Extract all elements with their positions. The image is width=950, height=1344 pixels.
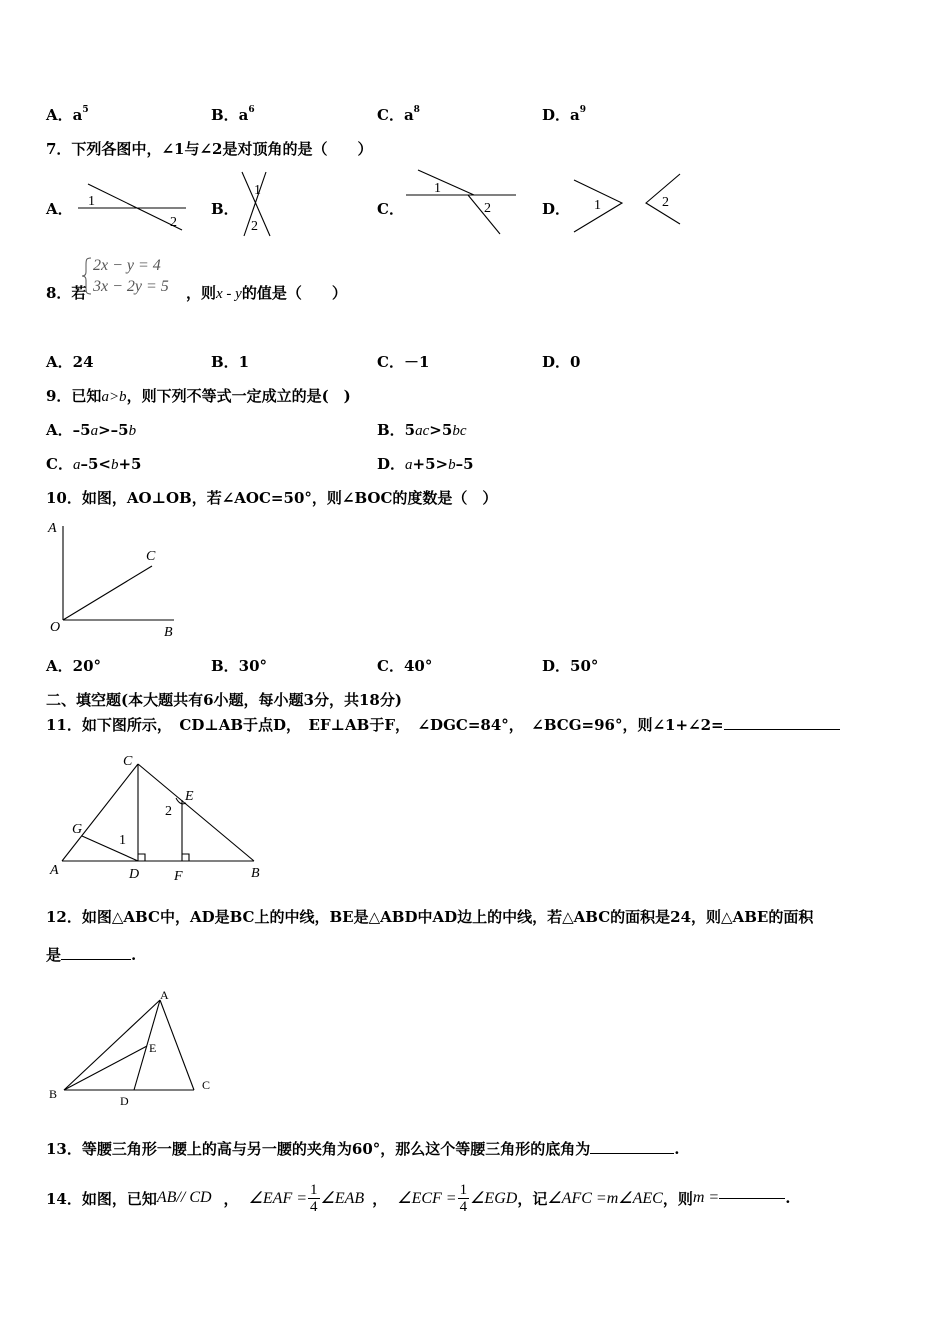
q10-stem: 10．如图，AO⊥OB，若∠AOC=50°，则∠BOC的度数是（ ） bbox=[46, 489, 498, 507]
segment-ac bbox=[62, 764, 138, 861]
q13-stem: 13．等腰三角形一腰上的高与另一腰的夹角为60°，那么这个等腰三角形的底角为 . bbox=[46, 1140, 680, 1158]
q10-figure bbox=[44, 516, 184, 640]
angle-2-label: 2 bbox=[484, 201, 491, 216]
point-d-label: D bbox=[120, 1094, 129, 1108]
point-a-label: A bbox=[48, 521, 57, 536]
segment-be bbox=[64, 1046, 147, 1090]
answer-blank bbox=[590, 1153, 674, 1154]
q8-option-a: A．24 bbox=[46, 353, 94, 371]
q12-figure bbox=[44, 986, 224, 1108]
point-g-label: G bbox=[72, 822, 83, 837]
q10-option-b: B．30° bbox=[211, 657, 268, 675]
q6-option-c: C．$a^8$ bbox=[377, 105, 420, 124]
q7-option-a: A． bbox=[46, 200, 73, 218]
q7-stem: 7．下列各图中，∠1与∠2是对顶角的是（ ） bbox=[46, 140, 373, 158]
q7-figure-a bbox=[74, 180, 194, 232]
point-c-label: C bbox=[146, 549, 156, 564]
equation-1: 2x − y = 4 bbox=[93, 257, 161, 274]
q10-option-c: C．40° bbox=[377, 657, 433, 675]
q10-option-d: D．50° bbox=[542, 657, 599, 675]
angle-1-label: 1 bbox=[594, 198, 601, 213]
answer-blank bbox=[719, 1198, 785, 1199]
q6-option-b: B．$a^6$ bbox=[211, 105, 255, 124]
point-b-label: B bbox=[49, 1087, 58, 1101]
q9-stem: 9．已知a>b，则下列不等式一定成立的是( ) bbox=[46, 387, 351, 405]
point-d-label: D bbox=[129, 867, 140, 882]
q8-stem: ，则x - y的值是（ ） bbox=[186, 284, 347, 302]
q7-figure-c bbox=[404, 168, 520, 238]
right-angle-mark bbox=[182, 854, 189, 861]
angle-2-label: 2 bbox=[170, 215, 177, 230]
q9-option-a: A．–5a>–5b bbox=[46, 421, 137, 439]
q6-option-d: D．$a^9$ bbox=[542, 105, 586, 124]
fraction-one-quarter: $\frac{1}{4}$ bbox=[459, 1181, 468, 1215]
q7-option-d: D． bbox=[542, 200, 571, 218]
angle-1-label: 1 bbox=[88, 194, 95, 209]
q11-figure bbox=[44, 748, 274, 884]
angle-1-label: 1 bbox=[254, 183, 261, 198]
q9-option-b: B．5ac>5bc bbox=[377, 421, 467, 439]
segment-ab bbox=[64, 1000, 160, 1090]
q9-option-d: D．a+5>b–5 bbox=[377, 455, 474, 473]
q12-stem-line1: 12．如图△ABC中，AD是BC上的中线，BE是△ABD中AD边上的中线，若△ABC的面积是24，则△ABE的面积 bbox=[46, 908, 814, 926]
point-c-label: C bbox=[202, 1078, 211, 1092]
q9-option-c: C．a–5<b+5 bbox=[46, 455, 142, 473]
angle-1-label: 1 bbox=[434, 181, 441, 196]
section-heading: 二、填空题(本大题共有6小题，每小题3分，共18分) bbox=[46, 691, 402, 709]
point-c-label: C bbox=[123, 754, 133, 769]
q6-option-a: A．$a^5$ bbox=[46, 105, 89, 124]
segment-cb bbox=[138, 764, 254, 861]
point-b-label: B bbox=[251, 866, 260, 881]
q11-stem: 11．如下图所示， CD⊥AB于点D， EF⊥AB于F， ∠DGC=84°， ∠BCG=96°，则∠1+∠2= bbox=[46, 714, 840, 735]
equation-2: 3x − 2y = 5 bbox=[93, 278, 169, 295]
q7-option-c: C． bbox=[377, 200, 404, 218]
angle-1-label: 1 bbox=[119, 833, 126, 848]
answer-blank bbox=[61, 959, 131, 960]
q7-option-b: B． bbox=[211, 200, 239, 218]
line bbox=[88, 184, 182, 230]
point-e-label: E bbox=[149, 1041, 157, 1055]
q8-stem-prefix: 8．若 bbox=[46, 284, 87, 302]
point-f-label: F bbox=[174, 869, 183, 884]
q7-figure-b bbox=[236, 170, 278, 238]
point-a-label: A bbox=[160, 988, 169, 1002]
q12-stem-line2: 是 . bbox=[46, 946, 137, 964]
segment-ac bbox=[160, 1000, 194, 1090]
q8-option-d: D．0 bbox=[542, 353, 581, 371]
point-e-label: E bbox=[185, 789, 194, 804]
q7-figure-d bbox=[570, 170, 686, 236]
q8-option-b: B．1 bbox=[211, 353, 250, 371]
point-a-label: A bbox=[50, 863, 59, 878]
point-o-label: O bbox=[50, 620, 61, 635]
fraction-one-quarter: $\frac{1}{4}$ bbox=[310, 1181, 318, 1215]
right-angle-mark bbox=[138, 854, 145, 861]
point-b-label: B bbox=[164, 625, 173, 640]
segment-gd bbox=[82, 836, 138, 861]
angle-2-label: 2 bbox=[165, 804, 172, 819]
answer-blank bbox=[724, 729, 840, 730]
q14-stem: 14．如图，已知 AB// CD ， ∠EAF = $\frac{1}{4}$ ∠EAB ， ∠ECF = $\frac{1}{4}$ ∠EGD ，记 ∠AFC =m∠AEC ，则 m = . bbox=[46, 1181, 791, 1215]
angle-2-label: 2 bbox=[662, 195, 669, 210]
angle-2-label: 2 bbox=[251, 219, 258, 234]
line bbox=[418, 170, 474, 195]
parallel-statement: AB// CD bbox=[156, 1189, 212, 1206]
ray-oc bbox=[63, 566, 152, 620]
q10-option-a: A．20° bbox=[46, 657, 102, 675]
q8-option-c: C．－1 bbox=[377, 353, 430, 371]
